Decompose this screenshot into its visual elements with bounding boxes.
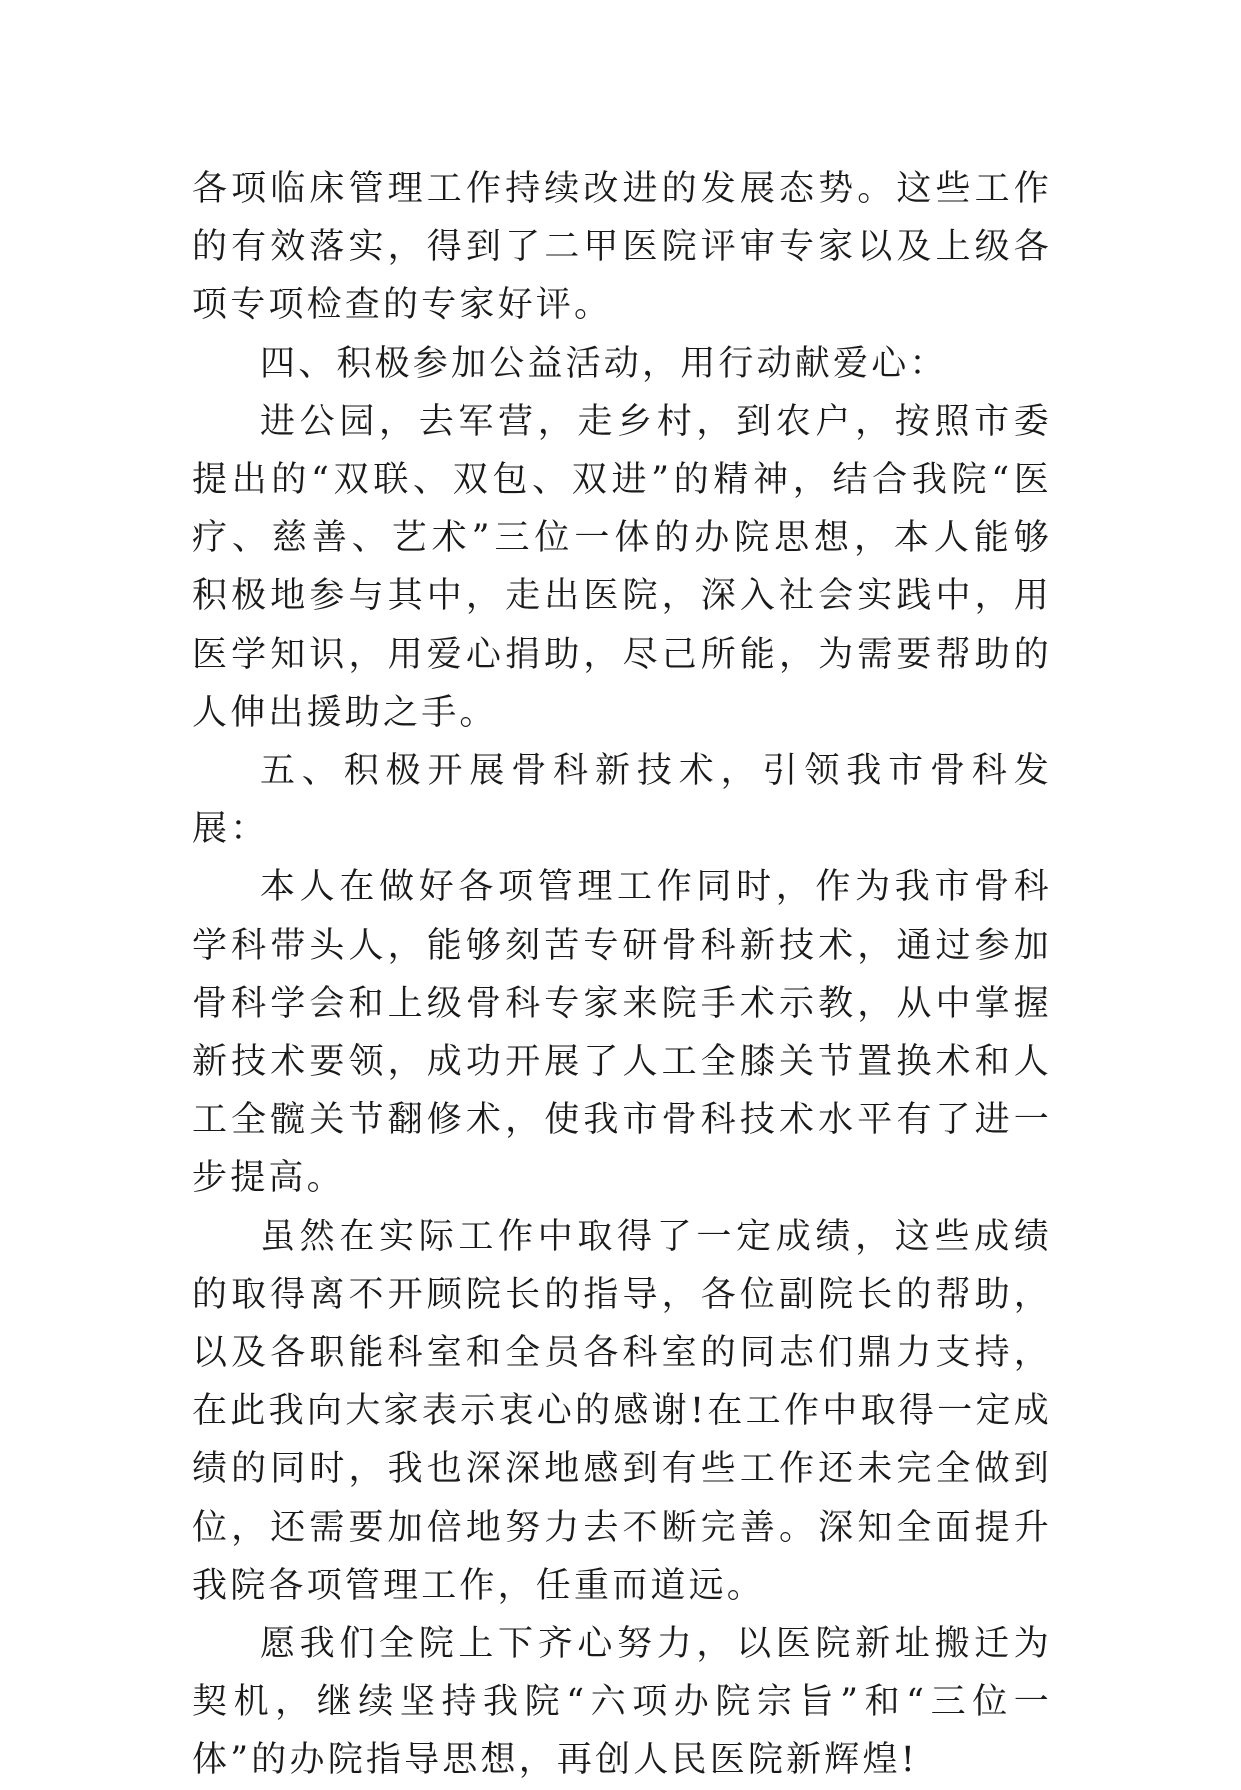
section-heading-four: 四、积极参加公益活动，用行动献爱心：: [260, 343, 948, 384]
paragraph-acknowledgement: 虽然在实际工作中取得了一定成绩，这些成绩的取得离不开顾院长的指导，各位副院长的帮助，以及各职能科室和全员各科室的同志们鼎力支持，在此我向大家表示衷心的感谢!在工作中取得一定成绩的同时，我也深深地感到有些工作还未完全做到位，还需要加倍地努力去不断完善。深知全面提升我院各项管理工作，任重而道远。: [192, 1216, 1052, 1606]
section-heading-five: 五、积极开展骨科新技术，引领我市骨科发展：: [192, 751, 1052, 850]
paragraph-closing: 愿我们全院上下齐心努力，以医院新址搬迁为契机，继续坚持我院“六项办院宗旨”和“三位一体”的办院指导思想，再创人民医院新辉煌!: [192, 1624, 1052, 1781]
document-body: [192, 160, 1052, 1790]
paragraph-orthopedics: 本人在做好各项管理工作同时，作为我市骨科学科带头人，能够刻苦专研骨科新技术，通过参加骨科学会和上级骨科专家来院手术示教，从中掌握新技术要领，成功开展了人工全膝关节置换术和人工全髋关节翻修术，使我市骨科技术水平有了进一步提高。: [192, 867, 1052, 1199]
paragraph-continuation: 各项临床管理工作持续改进的发展态势。这些工作的有效落实，得到了二甲医院评审专家以及上级各项专项检查的专家好评。: [192, 169, 1052, 326]
paragraph-charity: 进公园，去军营，走乡村，到农户，按照市委提出的“双联、双包、双进”的精神，结合我院“医疗、慈善、艺术”三位一体的办院思想，本人能够积极地参与其中，走出医院，深入社会实践中，用医学知识，用爱心捐助，尽己所能，为需要帮助的人伸出援助之手。: [192, 401, 1052, 733]
